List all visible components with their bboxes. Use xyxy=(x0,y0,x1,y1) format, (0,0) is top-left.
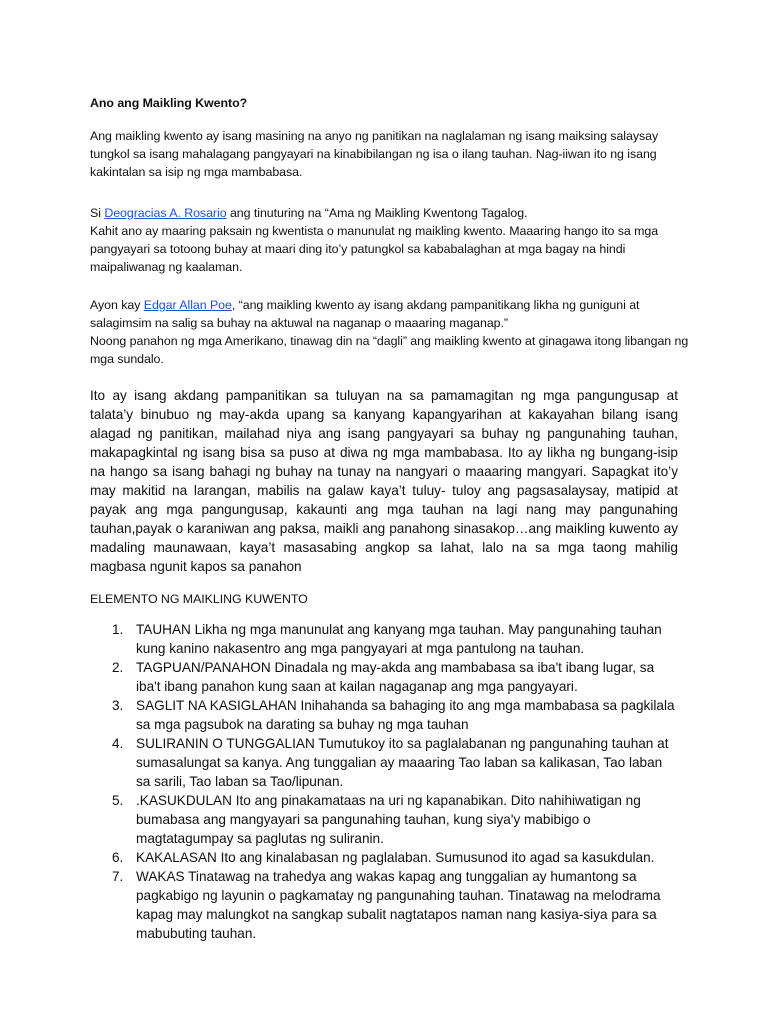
list-item xyxy=(90,791,680,848)
list-item-text: KAKALASAN Ito ang kinalabasan ng paglalaban. Sumusunod ito agad sa kasukdulan. xyxy=(136,850,655,865)
list-item xyxy=(90,734,680,791)
document-heading: Ano ang Maikling Kwento? xyxy=(90,96,248,110)
list-item-text: SULIRANIN O TUNGGALIAN Tumutukoy ito sa paglalabanan ng pangunahing tauhan at sumasalungat sa kanya. Ang tunggalian ay maaaring Tao laban sa kalikasan, Tao laban sa sarili, Tao laban sa Tao/lipunan. xyxy=(136,736,669,789)
poe-paragraph xyxy=(90,296,690,368)
list-item xyxy=(90,620,680,658)
intro-paragraph: Ang maikling kwento ay isang masining na anyo ng panitikan na naglalaman ng isang maiksing salaysay tungkol sa isang mahalagang pangyayari na kinabibilangan ng isa o ilang tauhan. Nag-iiwan ito ng isang kakintalan sa isip ng mga mambabasa. xyxy=(90,129,659,179)
list-item xyxy=(90,658,680,696)
poe-suffix: , “ang maikling kwento ay isang akdang pampanitikang likha ng guniguni at salagimsim na salig sa buhay na aktuwal na naganap o maaaring maganap.” xyxy=(90,298,640,330)
elements-heading: ELEMENTO NG MAIKLING KUWENTO xyxy=(90,592,308,606)
list-item-number: 1. xyxy=(112,622,124,637)
rosario-detail: Kahit ano ay maaring paksain ng kwentista o manunulat ng maikling kwento. Maaaring hango ito sa mga pangyayari sa totoong buhay at maari ding ito’y patungkol sa kababalaghan at mga bagay na hindi maipaliwanag ng kaalaman. xyxy=(90,224,659,274)
rosario-suffix: ang tinuturing na “Ama ng Maikling Kwentong Tagalog. xyxy=(226,206,528,220)
poe-detail: Noong panahon ng mga Amerikano, tinawag din na “dagli” ang maikling kwento at ginagawa itong libangan ng mga sundalo. xyxy=(90,334,689,366)
poe-link[interactable]: Edgar Allan Poe xyxy=(143,298,232,312)
list-item-number: 2. xyxy=(112,660,124,675)
list-item-number: 7. xyxy=(112,869,124,884)
list-item-number: 5. xyxy=(112,793,124,808)
list-item-text: TAGPUAN/PANAHON Dinadala ng may-akda ang mambabasa sa iba't ibang lugar, sa iba't ibang panahon kung saan at kailan nagaganap ang mga pangyayari. xyxy=(136,660,655,694)
rosario-paragraph xyxy=(90,204,690,276)
rosario-prefix: Si xyxy=(90,206,105,220)
list-item-text: TAUHAN Likha ng mga manunulat ang kanyang mga tauhan. May pangunahing tauhan kung kanino nakasentro ang mga pangyayari at mga pantulong na tauhan. xyxy=(136,622,662,656)
list-item-number: 6. xyxy=(112,850,124,865)
list-item-number: 4. xyxy=(112,736,124,751)
list-item-text: SAGLIT NA KASIGLAHAN Inihahanda sa bahaging ito ang mga mambabasa sa pagkilala sa mga pagsubok na darating sa buhay ng mga tauhan xyxy=(136,698,675,732)
body-paragraph: Ito ay isang akdang pampanitikan sa tuluyan na sa pamamagitan ng mga pangungusap at talata’y binubuo ng may-akda upang sa kanyang kapangyarihan at kakayahan bilang isang alagad ng panitikan, mailahad niya ang isang pangyayari sa buhay ng pangunahing tauhan, makapagkintal ng isang bisa sa puso at diwa ng mga mambabasa. Ito ay likha ng bungang-isip na hango sa isang bahagi ng buhay na tunay na nangyari o maaaring mangyari. Sapagkat ito’y may makitid na larangan, mabilis na galaw kaya’t tuluy- tuloy ang pagsasalaysay, matipid at payak ang mga pangungusap, kakaunti ang mga tauhan na lagi nang may pangunahing tauhan,payak o karaniwan ang paksa, maikli ang panahong sinasakop…ang maikling kuwento ay madaling maunawaan, kaya’t masasabing angkop sa lahat, lalo na sa mga taong mahilig magbasa ngunit kapos sa panahon xyxy=(90,388,678,574)
elements-list xyxy=(90,620,680,943)
poe-prefix: Ayon kay xyxy=(90,298,144,312)
rosario-link[interactable]: Deogracias A. Rosario xyxy=(104,206,227,220)
list-item xyxy=(90,867,680,943)
list-item-text: WAKAS Tinatawag na trahedya ang wakas kapag ang tunggalian ay humantong sa pagkabigo ng layunin o pagkamatay ng pangunahing tauhan. Tinatawag na melodrama kapag may malungkot na sangkap subalit nagtatapos naman nang kasiya-siya para sa mabubuting tauhan. xyxy=(136,869,661,941)
list-item-text: .KASUKDULAN Ito ang pinakamataas na uri ng kapanabikan. Dito nahihiwatigan ng bumabasa ang mangyayari sa pangunahing tauhan, kung siya'y mabibigo o magtatagumpay sa paglutas ng suliranin. xyxy=(136,793,641,846)
list-item xyxy=(90,696,680,734)
list-item xyxy=(90,848,680,867)
list-item-number: 3. xyxy=(112,698,124,713)
